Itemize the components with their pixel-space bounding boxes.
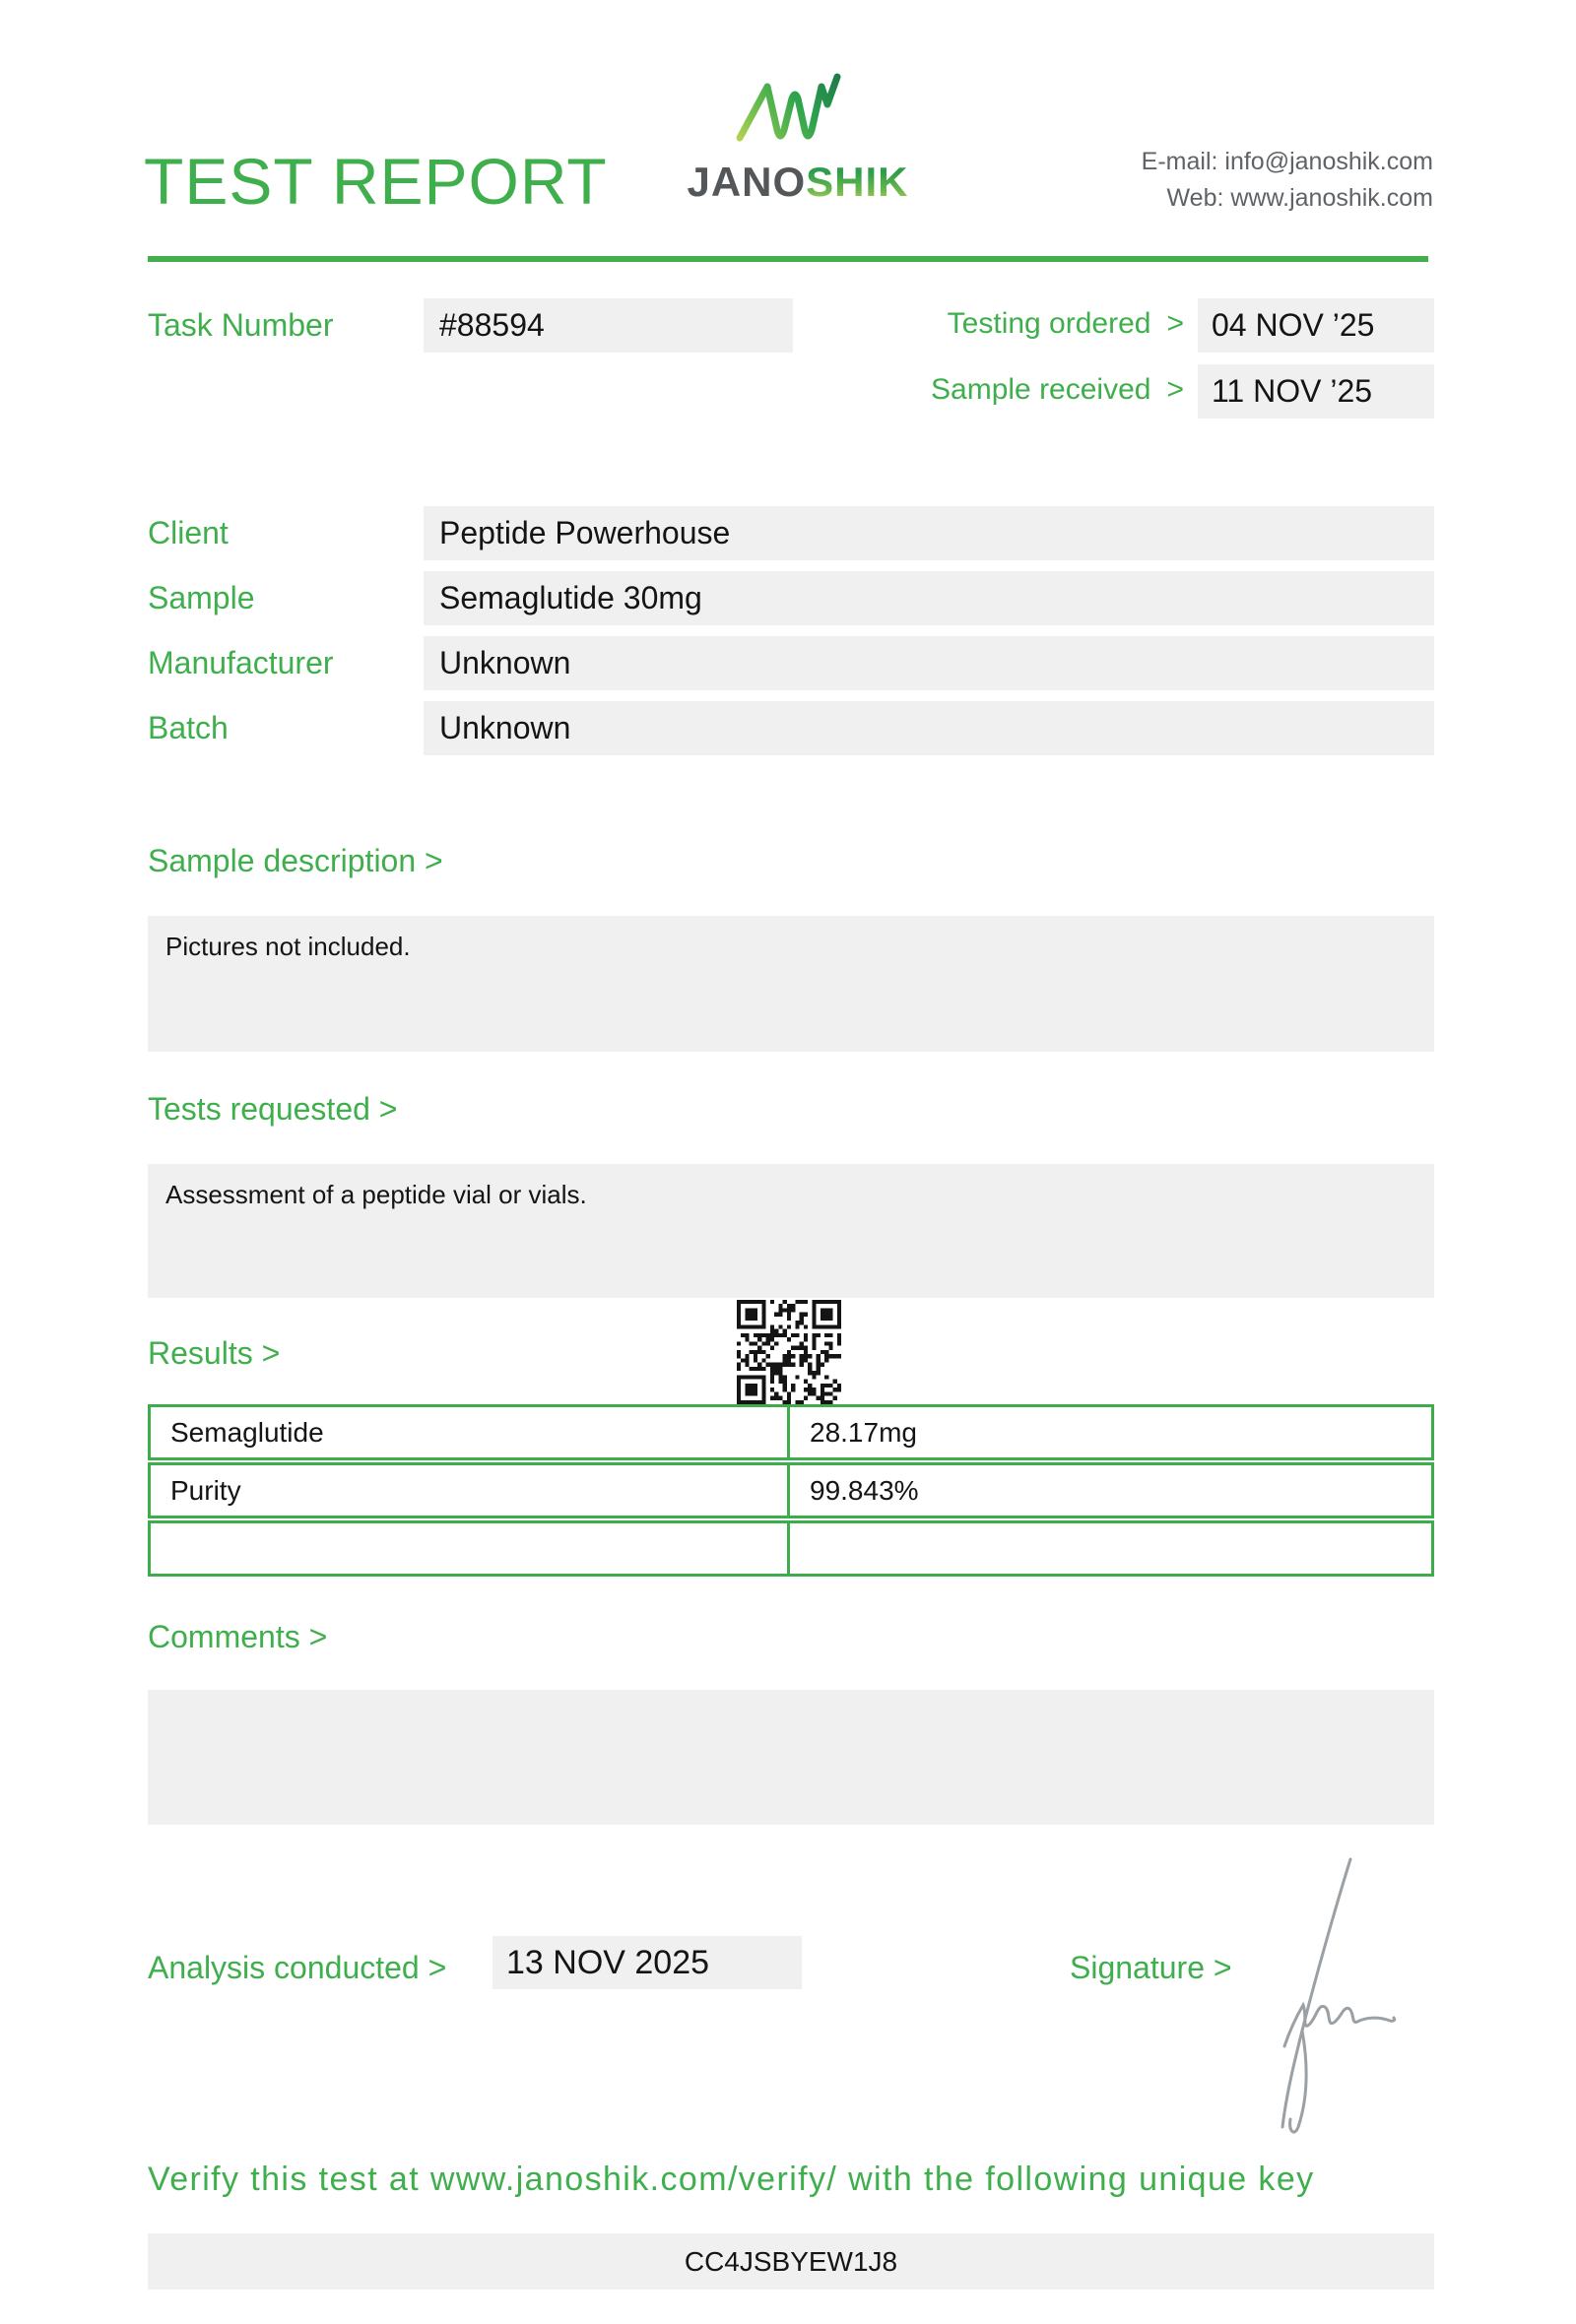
chevron-right-icon: > xyxy=(1166,373,1184,406)
result-amount: 28.17mg xyxy=(810,1417,917,1448)
chevron-right-icon: > xyxy=(1166,307,1184,340)
verify-instruction: Verify this test at www.janoshik.com/verify/ with the following unique key xyxy=(148,2161,1315,2198)
janoshik-logo xyxy=(650,71,946,203)
email-line: E-mail: info@janoshik.com xyxy=(1141,148,1433,175)
info-row-client xyxy=(148,506,1434,560)
contact-info xyxy=(1142,144,1433,217)
tests-requested-box: Assessment of a peptide vial or vials. xyxy=(148,1164,1434,1298)
sample-value: Semaglutide 30mg xyxy=(424,571,1434,625)
signature-label: Signature > xyxy=(1070,1950,1232,1985)
logo-text-shik: SHIK xyxy=(806,159,909,205)
result-analyte xyxy=(151,1523,790,1574)
batch-label: Batch xyxy=(148,710,229,745)
results-table xyxy=(148,1404,1434,1579)
analysis-conducted-date: 13 NOV 2025 xyxy=(492,1936,802,1989)
table-row xyxy=(148,1404,1434,1460)
manufacturer-label: Manufacturer xyxy=(148,645,334,680)
table-row xyxy=(148,1462,1434,1518)
sample-description-heading: Sample description > xyxy=(148,843,443,878)
web-line: Web: www.janoshik.com xyxy=(1166,184,1433,212)
task-number-label: Task Number xyxy=(148,307,334,343)
qr-code xyxy=(737,1300,841,1404)
result-amount: 99.843% xyxy=(810,1475,919,1506)
header-divider xyxy=(148,256,1428,262)
results-heading: Results > xyxy=(148,1335,281,1371)
manufacturer-value: Unknown xyxy=(424,636,1434,690)
signature-image xyxy=(1249,1836,1478,2155)
sample-received-label: Sample received > xyxy=(931,373,1184,406)
sample-received-date: 11 NOV ’25 xyxy=(1198,364,1434,419)
info-row-sample xyxy=(148,571,1434,625)
table-row xyxy=(148,1520,1434,1577)
testing-ordered-date: 04 NOV ’25 xyxy=(1198,298,1434,353)
page-title: TEST REPORT xyxy=(144,145,608,218)
info-row-batch xyxy=(148,701,1434,755)
sample-info-table xyxy=(148,506,1434,766)
sample-description-box: Pictures not included. xyxy=(148,916,1434,1052)
comments-box xyxy=(148,1690,1434,1825)
logo-chart-icon xyxy=(733,71,863,160)
batch-value: Unknown xyxy=(424,701,1434,755)
client-value: Peptide Powerhouse xyxy=(424,506,1434,560)
info-row-manufacturer xyxy=(148,636,1434,690)
analysis-conducted-label: Analysis conducted > xyxy=(148,1950,447,1985)
comments-heading: Comments > xyxy=(148,1619,328,1654)
sample-label: Sample xyxy=(148,580,255,615)
result-analyte: Purity xyxy=(151,1465,790,1516)
client-label: Client xyxy=(148,515,229,550)
testing-ordered-label: Testing ordered > xyxy=(947,307,1184,340)
tests-requested-heading: Tests requested > xyxy=(148,1091,398,1127)
result-analyte: Semaglutide xyxy=(151,1407,790,1457)
logo-wordmark xyxy=(650,161,946,203)
task-number-value: #88594 xyxy=(424,298,793,353)
result-amount xyxy=(790,1523,1431,1574)
logo-text-jano: JANO xyxy=(687,159,807,205)
verify-key: CC4JSBYEW1J8 xyxy=(148,2233,1434,2290)
